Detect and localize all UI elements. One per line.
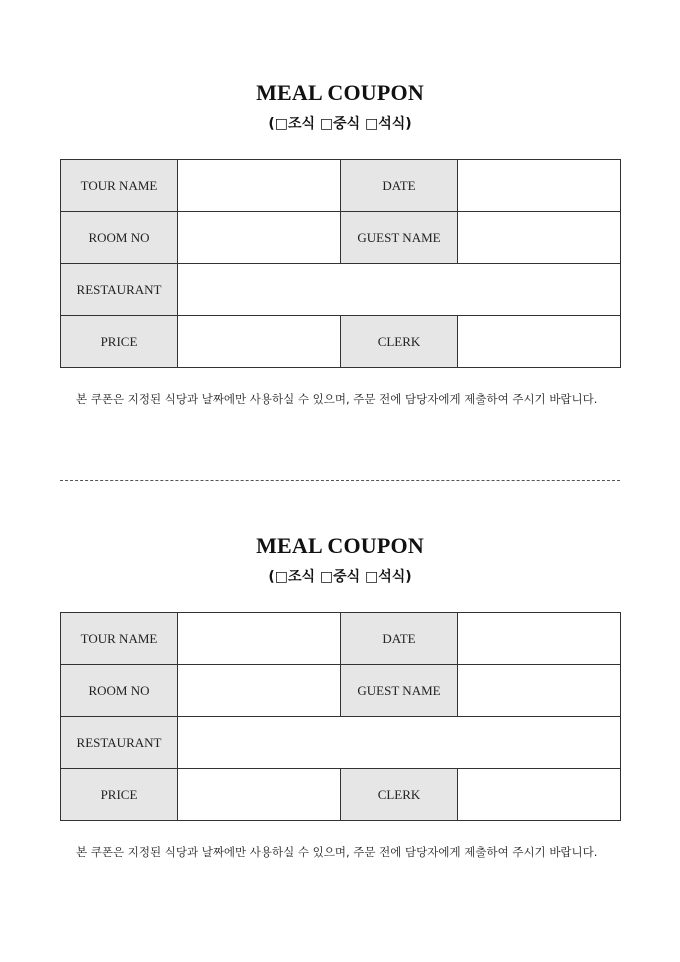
meal-type-options: (□조식 □중식 □석식) bbox=[268, 116, 412, 132]
date-label: DATE bbox=[341, 160, 458, 212]
table-row bbox=[61, 316, 621, 368]
coupon-note: 본 쿠폰은 지정된 식당과 날짜에만 사용하실 수 있으며, 주문 전에 담당자에게 제출하여 주시기 바랍니다. bbox=[76, 392, 598, 406]
price-field[interactable] bbox=[178, 769, 341, 821]
room-no-label: ROOM NO bbox=[61, 665, 178, 717]
restaurant-label: RESTAURANT bbox=[61, 717, 178, 769]
tour-name-label: TOUR NAME bbox=[61, 613, 178, 665]
clerk-label: CLERK bbox=[341, 316, 458, 368]
table-row bbox=[61, 717, 621, 769]
guest-name-label: GUEST NAME bbox=[341, 212, 458, 264]
restaurant-field[interactable] bbox=[178, 717, 621, 769]
table-row bbox=[61, 212, 621, 264]
cut-line-divider bbox=[60, 480, 620, 481]
coupon-title: MEAL COUPON bbox=[256, 80, 424, 105]
room-no-field[interactable] bbox=[178, 665, 341, 717]
table-row bbox=[61, 160, 621, 212]
date-field[interactable] bbox=[458, 160, 621, 212]
room-no-field[interactable] bbox=[178, 212, 341, 264]
table-row bbox=[61, 264, 621, 316]
guest-name-field[interactable] bbox=[458, 665, 621, 717]
clerk-field[interactable] bbox=[458, 316, 621, 368]
restaurant-label: RESTAURANT bbox=[61, 264, 178, 316]
price-label: PRICE bbox=[61, 316, 178, 368]
guest-name-label: GUEST NAME bbox=[341, 665, 458, 717]
coupon-title: MEAL COUPON bbox=[256, 533, 424, 558]
coupon-form-table bbox=[60, 612, 621, 821]
tour-name-label: TOUR NAME bbox=[61, 160, 178, 212]
price-label: PRICE bbox=[61, 769, 178, 821]
clerk-label: CLERK bbox=[341, 769, 458, 821]
tour-name-field[interactable] bbox=[178, 613, 341, 665]
price-field[interactable] bbox=[178, 316, 341, 368]
date-field[interactable] bbox=[458, 613, 621, 665]
room-no-label: ROOM NO bbox=[61, 212, 178, 264]
guest-name-field[interactable] bbox=[458, 212, 621, 264]
coupon-form-table bbox=[60, 159, 621, 368]
coupon-note: 본 쿠폰은 지정된 식당과 날짜에만 사용하실 수 있으며, 주문 전에 담당자에게 제출하여 주시기 바랍니다. bbox=[76, 845, 598, 859]
table-row bbox=[61, 665, 621, 717]
tour-name-field[interactable] bbox=[178, 160, 341, 212]
clerk-field[interactable] bbox=[458, 769, 621, 821]
restaurant-field[interactable] bbox=[178, 264, 621, 316]
table-row bbox=[61, 613, 621, 665]
date-label: DATE bbox=[341, 613, 458, 665]
table-row bbox=[61, 769, 621, 821]
meal-type-options: (□조식 □중식 □석식) bbox=[268, 569, 412, 585]
